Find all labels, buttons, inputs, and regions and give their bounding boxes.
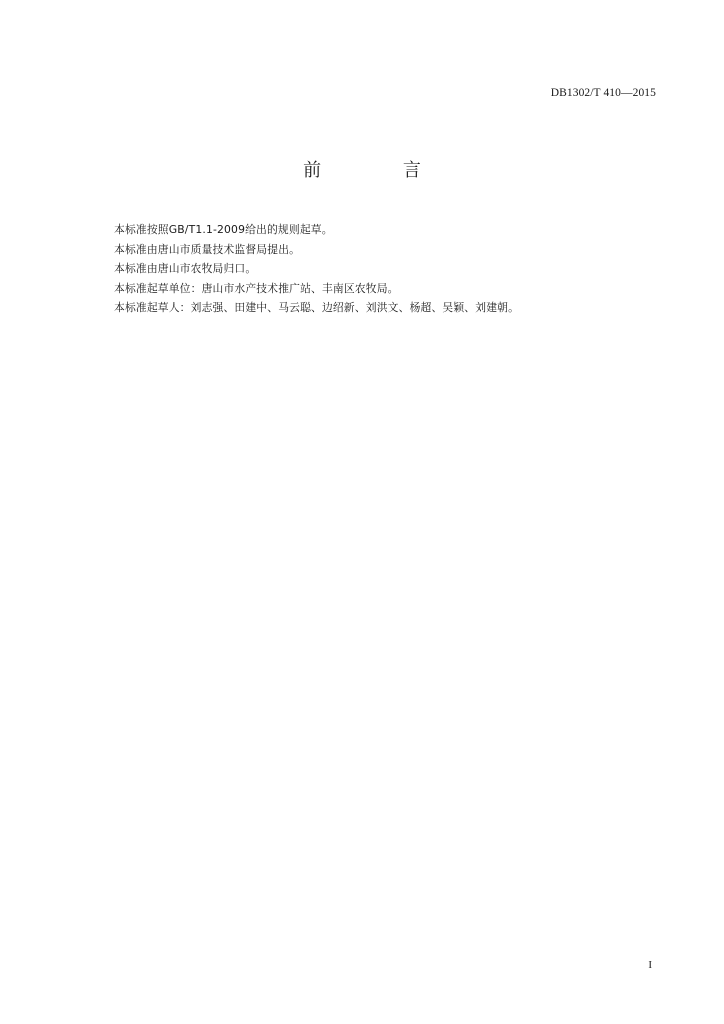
foreword-line-drafting-units: 本标准起草单位：唐山市水产技术推广站、丰南区农牧局。	[114, 281, 399, 295]
foreword-line-administrator: 本标准由唐山市农牧局归口。	[114, 262, 257, 275]
standard-number: DB1302/T 410—2015	[550, 87, 656, 99]
foreword-line-drafters: 本标准起草人：刘志强、田建中、马云聪、边绍新、刘洪文、杨超、吴颖、刘建朝。	[114, 301, 520, 314]
foreword-line-drafting-rules: 本标准按照GB/T1.1-2009给出的规则起草。	[114, 223, 333, 236]
foreword-line-proposer: 本标准由唐山市质量技术监督局提出。	[114, 242, 301, 256]
page-title: 前 言	[303, 160, 459, 181]
page-number: I	[648, 959, 652, 971]
foreword-body	[114, 220, 654, 318]
